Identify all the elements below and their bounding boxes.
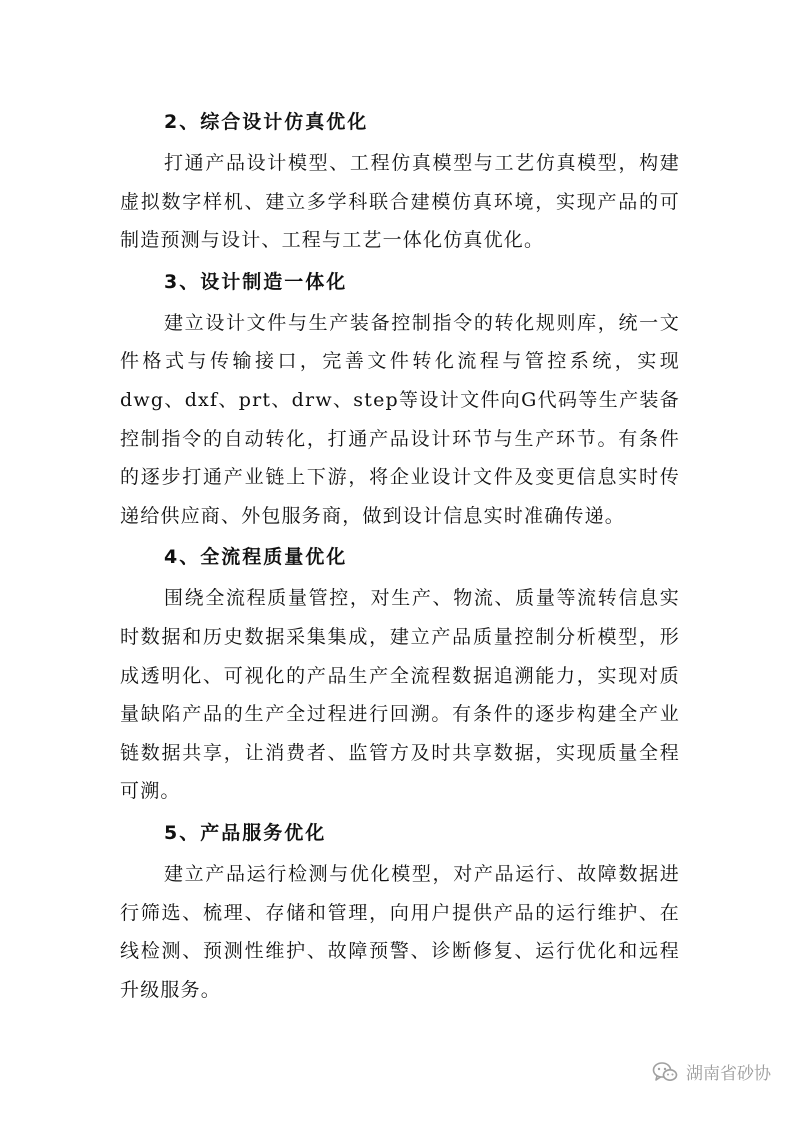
section-paragraph: 围绕全流程质量管控，对生产、物流、质量等流转信息实时数据和历史数据采集集成，建立产品质量控制分析模型，形成透明化、可视化的产品生产全流程数据追溯能力，实现对质量缺陷产品的生产全过程进行回溯。有条件的逐步构建全产业链数据共享，让消费者、监管方及时共享数据，实现质量全程可溯。 bbox=[120, 587, 680, 803]
section-heading: 4、全流程质量优化 bbox=[164, 546, 348, 569]
wechat-icon bbox=[652, 1061, 678, 1083]
section-heading: 3、设计制造一体化 bbox=[164, 270, 348, 293]
document-content bbox=[120, 100, 680, 1009]
section-heading: 5、产品服务优化 bbox=[164, 821, 327, 844]
section-paragraph: 打通产品设计模型、工程仿真模型与工艺仿真模型，构建虚拟数字样机、建立多学科联合建模仿真环境，实现产品的可制造预测与设计、工程与工艺一体化仿真优化。 bbox=[120, 152, 680, 252]
section-heading: 2、综合设计仿真优化 bbox=[164, 111, 369, 133]
section-paragraph: 建立产品运行检测与优化模型，对产品运行、故障数据进行筛选、梳理、存储和管理，向用户提供产品的运行维护、在线检测、预测性维护、故障预警、诊断修复、运行优化和远程升级服务。 bbox=[120, 862, 680, 1001]
section-5 bbox=[120, 811, 680, 1009]
section-paragraph: 建立设计文件与生产装备控制指令的转化规则库，统一文件格式与传输接口，完善文件转化流程与管控系统，实现dwg、dxf、prt、drw、step等设计文件向G代码等生产装备控制指令的自动转化，打通产品设计环节与生产环节。有条件的逐步打通产业链上下游，将企业设计文件及变更信息实时传递给供应商、外包服务商，做到设计信息实时准确传递。 bbox=[120, 311, 680, 527]
watermark bbox=[652, 1059, 771, 1084]
section-4 bbox=[120, 535, 680, 811]
section-3 bbox=[120, 260, 680, 536]
section-2 bbox=[120, 100, 680, 260]
watermark-text: 湖南省砂协 bbox=[686, 1064, 771, 1084]
